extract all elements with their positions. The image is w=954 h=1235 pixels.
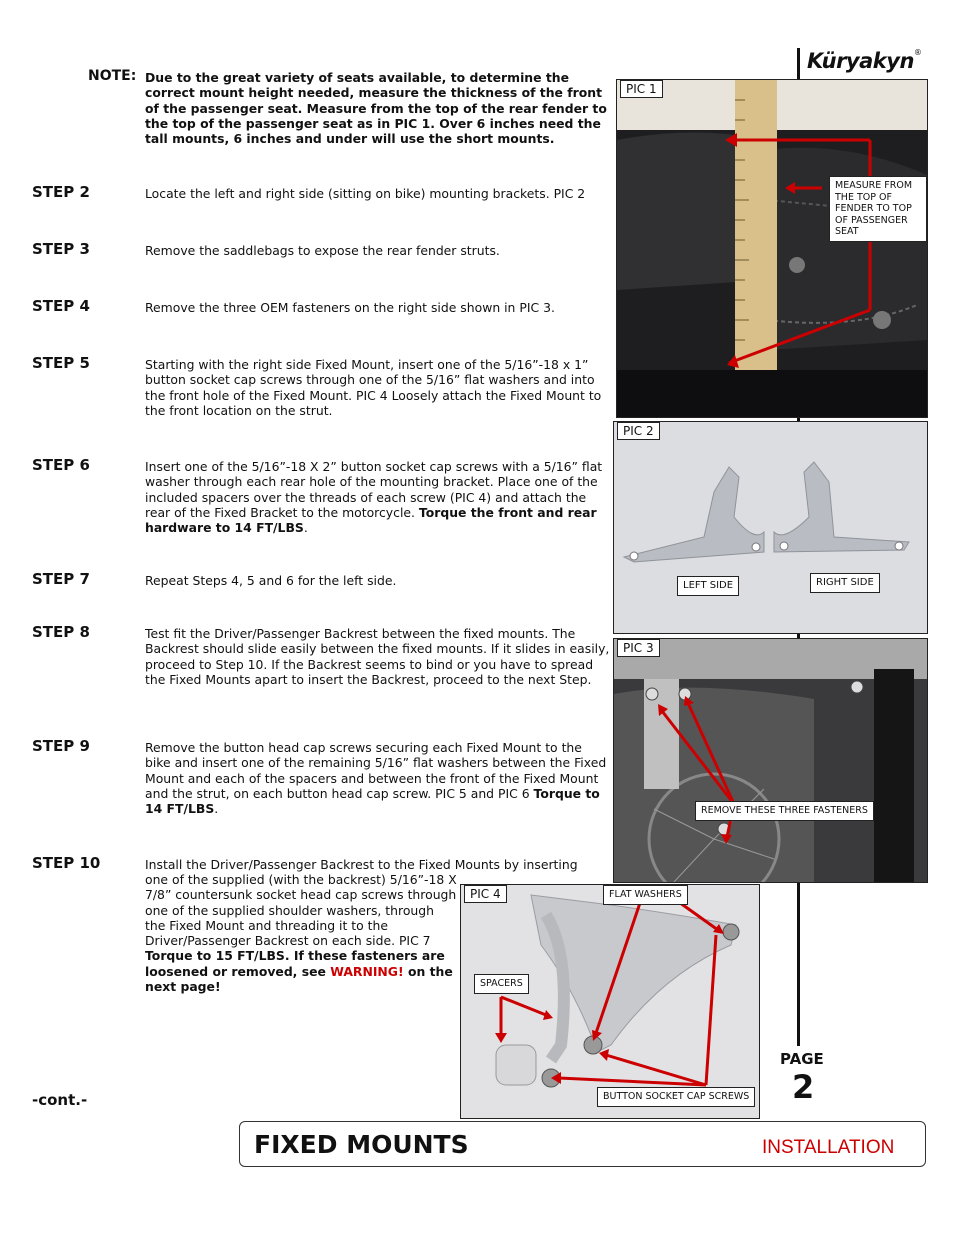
step-6-body: Insert one of the 5/16”-18 X 2” button socket cap screws with a 5/16” flat washer through each rear hole of the mounting bracket. Place one of the included spacers over the threads of each screw (PIC 4) and attach the rear of the Fixed Bracket to the motorcycle. xyxy=(145,459,603,520)
pic-3-callout: REMOVE THESE THREE FASTENERS xyxy=(695,801,874,821)
step-2-text: Locate the left and right side (sitting on bike) mounting brackets. PIC 2 xyxy=(145,186,586,201)
pic-2-illustration xyxy=(614,422,927,633)
pic-3-label: PIC 3 xyxy=(617,639,660,657)
step-10-first-line xyxy=(145,857,590,872)
step-10-warning: WARNING! xyxy=(330,963,404,979)
pic-2-label: PIC 2 xyxy=(617,422,660,440)
step-5-text: Starting with the right side Fixed Mount, insert one of the 5/16”-18 x 1” button socket cap screws through one of the 5/16” flat washers and into the front hole of the Fixed Mount. PIC 4 Loosely attach the Fixed Mount to the front location on the strut. xyxy=(145,357,602,418)
pic-4-label: PIC 4 xyxy=(464,885,507,903)
footer-subtitle: INSTALLATION xyxy=(762,1137,895,1158)
pic-2-left-side: LEFT SIDE xyxy=(677,576,739,596)
pic-4-photo xyxy=(460,884,760,1119)
pic-4-illustration xyxy=(461,885,759,1118)
step-7-label: STEP 7 xyxy=(32,570,90,588)
footer-title: FIXED MOUNTS xyxy=(254,1130,469,1159)
step-6-label: STEP 6 xyxy=(32,456,90,474)
step-9-text xyxy=(145,740,607,816)
step-4-label: STEP 4 xyxy=(32,297,90,315)
brand-logo xyxy=(797,48,922,74)
pic-3-illustration xyxy=(614,639,927,882)
pic-1-callout: MEASURE FROM THE TOP OF FENDER TO TOP OF PASSENGER SEAT xyxy=(829,176,927,242)
step-9-torque: Torque to 14 FT/LBS xyxy=(145,785,600,817)
step-6-text xyxy=(145,459,610,535)
pic-1-label: PIC 1 xyxy=(620,80,663,98)
step-3-text: Remove the saddlebags to expose the rear fender struts. xyxy=(145,243,500,258)
pic-3-photo xyxy=(613,638,928,883)
step-8-label: STEP 8 xyxy=(32,623,90,641)
step-10-body: Install the Driver/Passenger Backrest to the Fixed Mounts by inserting xyxy=(145,857,578,872)
continued-label: -cont.- xyxy=(32,1091,88,1109)
step-9-body: Remove the button head cap screws securing each Fixed Mount to the bike and insert one of the remaining 5/16” flat washers between the Fixed Mount and each of the spacers and between the front of the Fixed Mount and the strut, on each button head cap screw. PIC 5 and PIC 6 xyxy=(145,740,607,801)
pic-2-right-side: RIGHT SIDE xyxy=(810,573,880,593)
step-3-label: STEP 3 xyxy=(32,240,90,258)
note-text: Due to the great variety of seats available, to determine the correct mount height needed, measure the thickness of the front of the passenger seat. Measure from the top of the rear fender to the top of the passenger seat as in PIC 1. Over 6 inches need the tall mounts, 6 inches and under will use the short mounts. xyxy=(145,70,607,147)
step-8-text: Test fit the Driver/Passenger Backrest between the fixed mounts. The Backrest should slide easily between the fixed mounts. If it slides in easily, proceed to Step 10. If the Backrest seems to bind or you have to spread the Fixed Mounts apart to insert the Backrest, proceed to the next Step. xyxy=(145,626,610,687)
step-2-label: STEP 2 xyxy=(32,183,90,201)
step-4-text: Remove the three OEM fasteners on the right side shown in PIC 3. xyxy=(145,300,555,315)
step-10-bold-tail: on the next page! xyxy=(145,963,453,995)
pic-2-photo xyxy=(613,421,928,634)
logo-text: Küryakyn xyxy=(807,49,914,73)
step-5-label: STEP 5 xyxy=(32,354,90,372)
page-label: PAGE xyxy=(780,1050,824,1068)
step-6-tail: . xyxy=(303,520,308,536)
step-10-text xyxy=(145,872,457,994)
pic-1-illustration xyxy=(617,80,927,417)
step-10-rest: one of the supplied (with the backrest) 5/16”-18 X 7/8” countersunk socket head cap screws through one of the supplied shoulder washers, through the Fixed Mount and threading it to the Driver/Passenger Backrest on each side. PIC 7 xyxy=(145,872,457,949)
pic-4-button-screws: BUTTON SOCKET CAP SCREWS xyxy=(597,1087,755,1107)
pic-4-spacers: SPACERS xyxy=(474,974,529,994)
footer-banner xyxy=(239,1121,926,1167)
registered-mark: ® xyxy=(913,48,922,57)
pic-1-photo xyxy=(616,79,928,418)
step-9-label: STEP 9 xyxy=(32,737,90,755)
step-10-label: STEP 10 xyxy=(32,854,101,872)
pic-4-flat-washers: FLAT WASHERS xyxy=(603,885,688,905)
step-7-text: Repeat Steps 4, 5 and 6 for the left side. xyxy=(145,573,397,588)
step-6-torque: Torque the front and rear hardware to 14 FT/LBS xyxy=(145,504,597,536)
step-9-tail: . xyxy=(214,801,219,817)
page-number: 2 xyxy=(792,1068,815,1106)
step-10-torque: Torque to 15 FT/LBS. If these fasteners are loosened or removed, see xyxy=(145,948,445,979)
note-label: NOTE: xyxy=(88,68,137,84)
